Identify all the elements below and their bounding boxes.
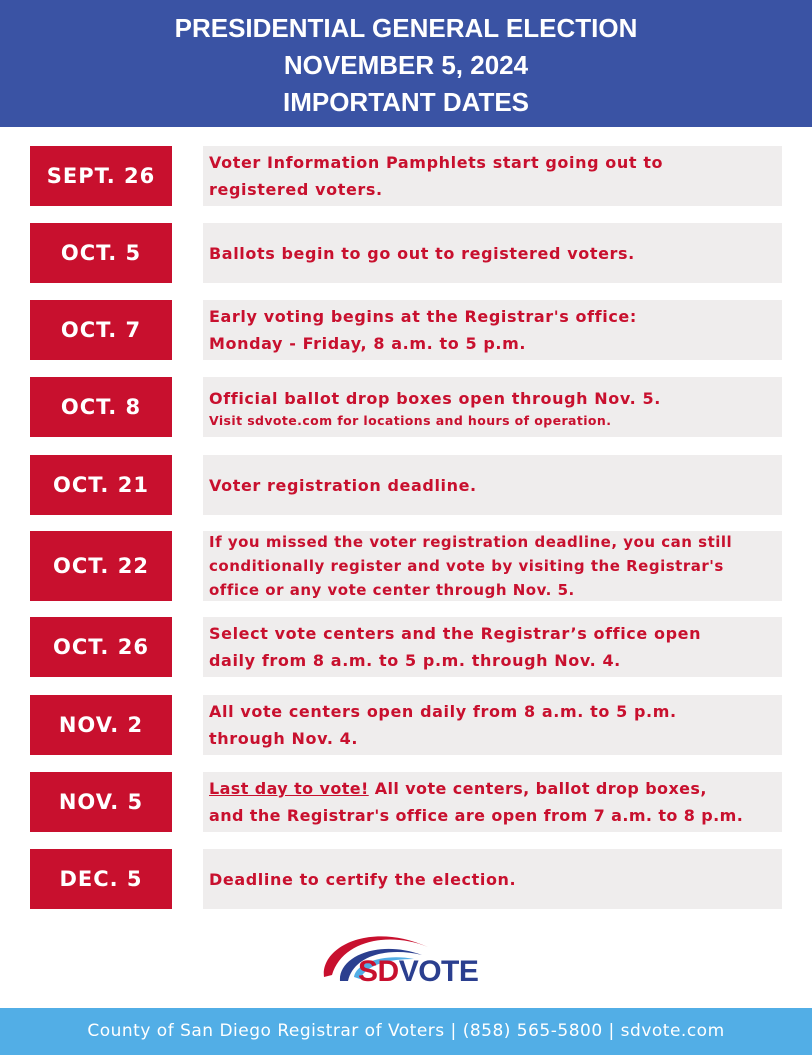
date-row [30,849,782,909]
date-row [30,695,782,755]
date-description [203,146,782,206]
description-line: and the Registrar's office are open from 7 a.m. to 8 p.m. [209,806,744,825]
date-row [30,223,782,283]
description-line: All vote centers open daily from 8 a.m. to 5 p.m. [209,702,677,721]
date-description [203,531,782,601]
date-description [203,223,782,283]
date-row [30,377,782,437]
date-badge: NOV. 5 [30,772,172,832]
date-badge: OCT. 5 [30,223,172,283]
date-description [203,455,782,515]
date-badge: OCT. 26 [30,617,172,677]
date-row [30,300,782,360]
description-text: All vote centers, ballot drop boxes, [368,779,707,798]
description-line: Official ballot drop boxes open through Nov. 5. [209,388,661,408]
date-description [203,617,782,677]
date-row [30,772,782,832]
description-line: Monday - Friday, 8 a.m. to 5 p.m. [209,334,527,353]
last-day-emphasis: Last day to vote! [209,779,369,798]
date-badge: OCT. 22 [30,531,172,601]
logo-text-vote: VOTE [398,955,479,988]
page-header [0,0,812,127]
description-line: daily from 8 a.m. to 5 p.m. through Nov. 4. [209,651,621,670]
description-line: If you missed the voter registration deadline, you can still [209,533,733,551]
description-line: through Nov. 4. [209,729,359,748]
description-line: registered voters. [209,180,383,199]
description-line: office or any vote center through Nov. 5. [209,581,575,599]
description-line: Voter Information Pamphlets start going out to [209,153,664,172]
date-description [203,849,782,909]
page-footer: County of San Diego Registrar of Voters | (858) 565-5800 | sdvote.com [0,1008,812,1055]
date-badge: SEPT. 26 [30,146,172,206]
date-row [30,146,782,206]
date-badge: DEC. 5 [30,849,172,909]
logo-wordmark [358,955,478,989]
description-note: Visit sdvote.com for locations and hours of operation. [209,412,612,428]
description-line [209,775,782,802]
date-description [203,300,782,360]
header-title-line2: NOVEMBER 5, 2024 [283,50,529,80]
date-row [30,531,782,601]
description-line: Voter registration deadline. [209,475,477,495]
date-description [203,772,782,832]
description-line: Select vote centers and the Registrar’s office open [209,624,702,643]
header-title-line1: PRESIDENTIAL GENERAL ELECTION [174,13,638,43]
date-description [203,695,782,755]
description-line: conditionally register and vote by visiting the Registrar's [209,557,724,575]
date-description [203,377,782,437]
date-badge: OCT. 21 [30,455,172,515]
date-row [30,617,782,677]
date-badge: OCT. 7 [30,300,172,360]
date-badge: OCT. 8 [30,377,172,437]
header-title-line3: IMPORTANT DATES [282,87,530,117]
sdvote-logo [318,925,498,997]
logo-text-sd: SD [358,955,399,988]
description-line: Ballots begin to go out to registered voters. [209,243,635,263]
date-row [30,455,782,515]
description-line: Early voting begins at the Registrar's office: [209,307,637,326]
description-line: Deadline to certify the election. [209,869,517,889]
date-badge: NOV. 2 [30,695,172,755]
